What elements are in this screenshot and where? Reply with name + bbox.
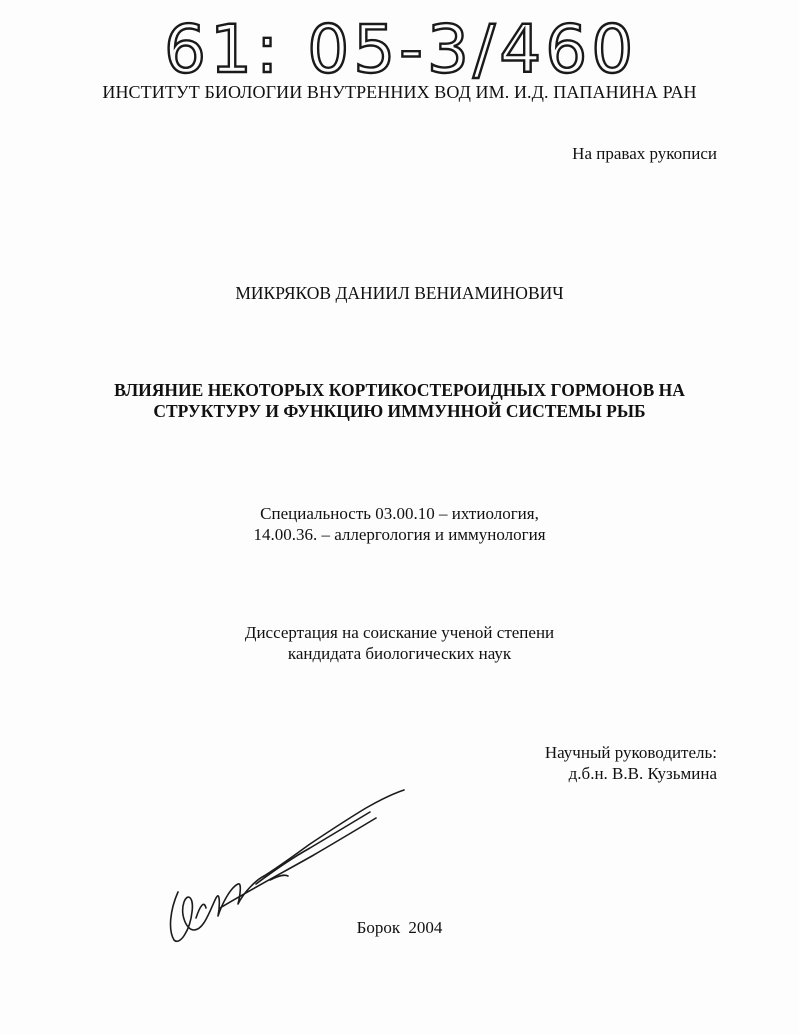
dissertation-degree-line-2: кандидата биологических наук [287,644,512,663]
archive-code-text: 61: 05-3/460 [164,11,638,88]
specialty-line-2: 14.00.36. – аллергология и иммунология [253,525,546,544]
place-and-year: Борок 2004 [356,918,443,937]
handwritten-archive-code [162,6,638,90]
specialty-line-1: Специальность 03.00.10 – ихтиология, [260,504,539,523]
thesis-title-line-2: СТРУКТУРУ И ФУНКЦИЮ ИММУННОЙ СИСТЕМЫ РЫБ [153,401,646,421]
rights-note: На правах рукописи [572,144,717,163]
supervisor-name: д.б.н. В.В. Кузьмина [568,764,717,783]
author-name: МИКРЯКОВ ДАНИИЛ ВЕНИАМИНОВИЧ [235,283,564,303]
dissertation-degree-line-1: Диссертация на соискание ученой степени [244,623,555,642]
institute-name: ИНСТИТУТ БИОЛОГИИ ВНУТРЕННИХ ВОД ИМ. И.Д. ПАПАНИНА РАН [102,82,697,102]
supervisor-label: Научный руководитель: [544,743,717,762]
thesis-title-line-1: ВЛИЯНИЕ НЕКОТОРЫХ КОРТИКОСТЕРОИДНЫХ ГОРМОНОВ НА [114,380,685,400]
